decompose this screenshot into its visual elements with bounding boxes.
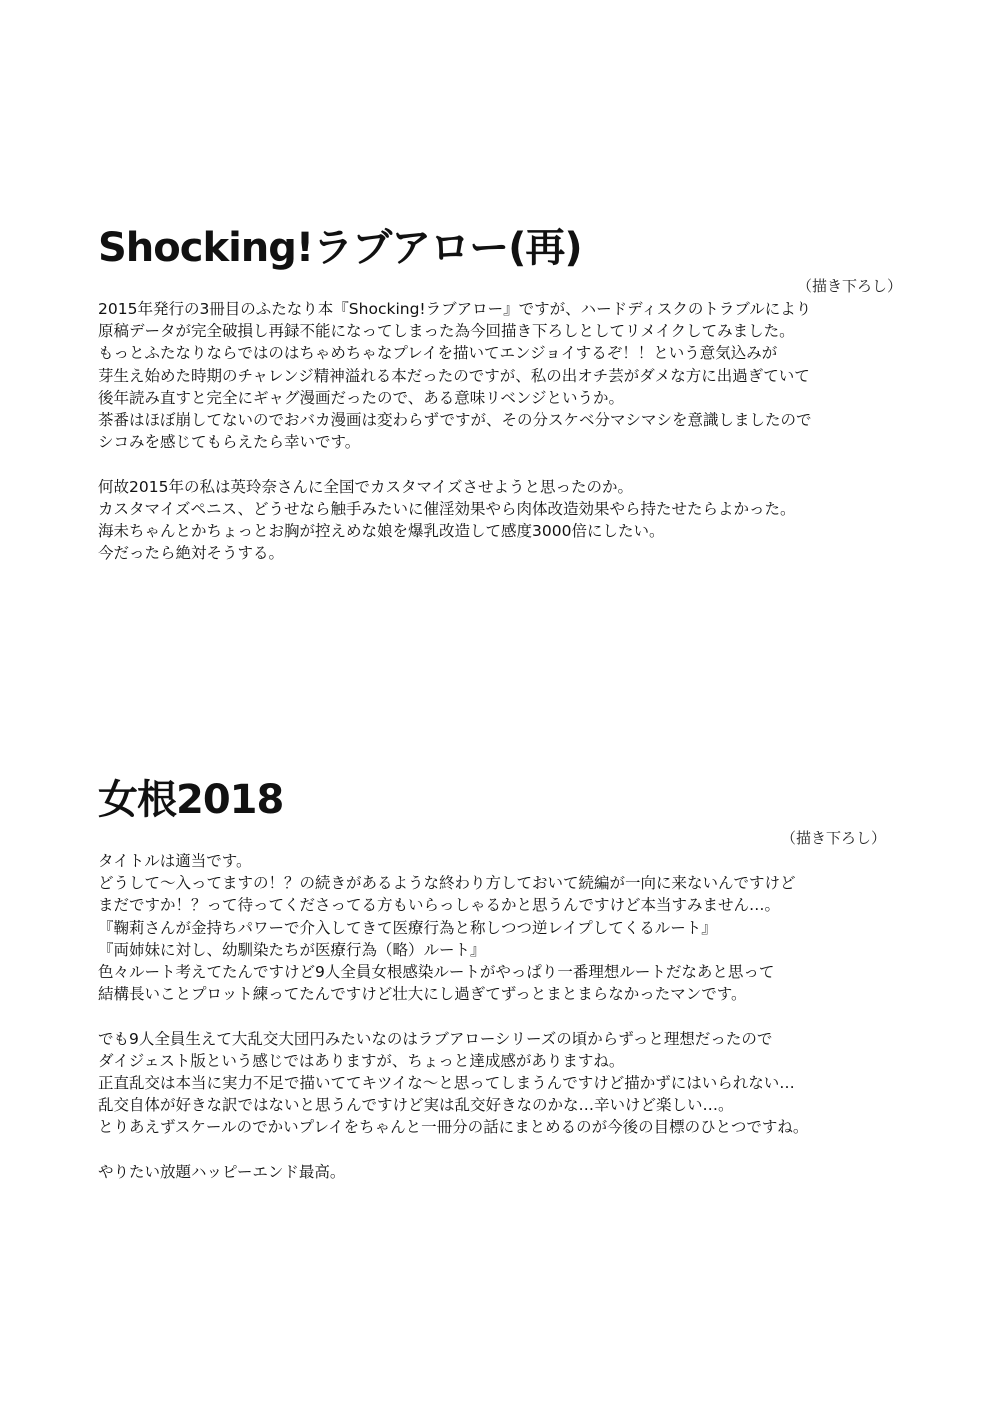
body-line: もっとふたなりならではのはちゃめちゃなプレイを描いてエンジョイするぞ！！という意気込みが: [98, 344, 778, 363]
body-line: どうして〜入ってますの！？の続きがあるような終わり方しておいて続編が一向に来ないんですけど: [98, 874, 796, 893]
body-line: やりたい放題ハッピーエンド最高。: [98, 1162, 346, 1181]
body-line: 『鞠莉さんが金持ちパワーで介入してきて医療行為と称しつつ逆レイプしてくるルート』: [98, 918, 717, 937]
body-line: 結構長いことプロット練ってたんですけど壮大にし過ぎてずっとまとまらなかったマンです。: [98, 985, 747, 1004]
body-line: シコみを感じてもらえたら幸いです。: [98, 433, 361, 452]
afterword-section-onnakon-2018: [98, 776, 910, 1183]
section-subtitle: （描き下ろし）: [796, 277, 902, 295]
body-line: 今だったら絶対そうする。: [98, 544, 285, 563]
body-line: 正直乱交は本当に実力不足で描いててキツイな〜と思ってしまうんですけど描かずにはいられない…: [98, 1074, 795, 1093]
body-line: 何故2015年の私は英玲奈さんに全国でカスタマイズさせようと思ったのか。: [98, 477, 633, 496]
section-title: Shocking!ラブアロー(再): [98, 225, 582, 271]
body-line: 乱交自体が好きな訳ではないと思うんですけど実は乱交好きなのかな…辛いけど楽しい…。: [98, 1096, 734, 1115]
body-line: 原稿データが完全破損し再録不能になってしまった為今回描き下ろしとしてリメイクしてみました。: [98, 322, 795, 341]
section-title: 女根2018: [98, 777, 284, 823]
body-line: カスタマイズペニス、どうせなら触手みたいに催淫効果やら肉体改造効果やら持たせたらよかった。: [98, 499, 796, 518]
body-line: 芽生え始めた時期のチャレンジ精神溢れる本だったのですが、私の出オチ芸がダメな方に出過ぎていて: [98, 366, 810, 385]
body-line: でも9人全員生えて大乱交大団円みたいなのはラブアローシリーズの頃からずっと理想だったので: [98, 1029, 773, 1048]
body-line: とりあえずスケールのでかいプレイをちゃんと一冊分の話にまとめるのが今後の目標のひとつですね。: [98, 1118, 809, 1137]
paragraph-gap: [98, 453, 910, 475]
body-line: まだですか！？って待ってくださってる方もいらっしゃるかと思うんですけど本当すみません…。: [98, 896, 781, 915]
body-line: タイトルは適当です。: [98, 852, 252, 870]
paragraph-gap: [98, 1139, 910, 1161]
body-line: 『両姉妹に対し、幼馴染たちが医療行為（略）ルート』: [98, 940, 486, 959]
body-line: 2015年発行の3冊目のふたなり本『Shocking!ラブアロー』ですが、ハードディスクのトラブルにより: [98, 300, 812, 318]
body-line: 茶番はほぼ崩してないのでおバカ漫画は変わらずですが、その分スケベ分マシマシを意識しましたので: [98, 411, 812, 430]
section-body: [98, 298, 910, 564]
body-line: 海未ちゃんとかちょっとお胸が控えめな娘を爆乳改造して感度3000倍にしたい。: [98, 522, 665, 541]
body-line: 後年読み直すと完全にギャグ漫画だったので、ある意味リベンジというか。: [98, 388, 624, 407]
section-subtitle: （描き下ろし）: [780, 829, 886, 847]
afterword-section-shocking-love-arrow: [98, 224, 910, 564]
section-body: [98, 850, 910, 1183]
body-line: ダイジェスト版という感じではありますが、ちょっと達成感がありますね。: [98, 1051, 625, 1070]
body-line: 色々ルート考えてたんですけど9人全員女根感染ルートがやっぱり一番理想ルートだなあと思って: [98, 963, 775, 982]
paragraph-gap: [98, 1005, 910, 1027]
